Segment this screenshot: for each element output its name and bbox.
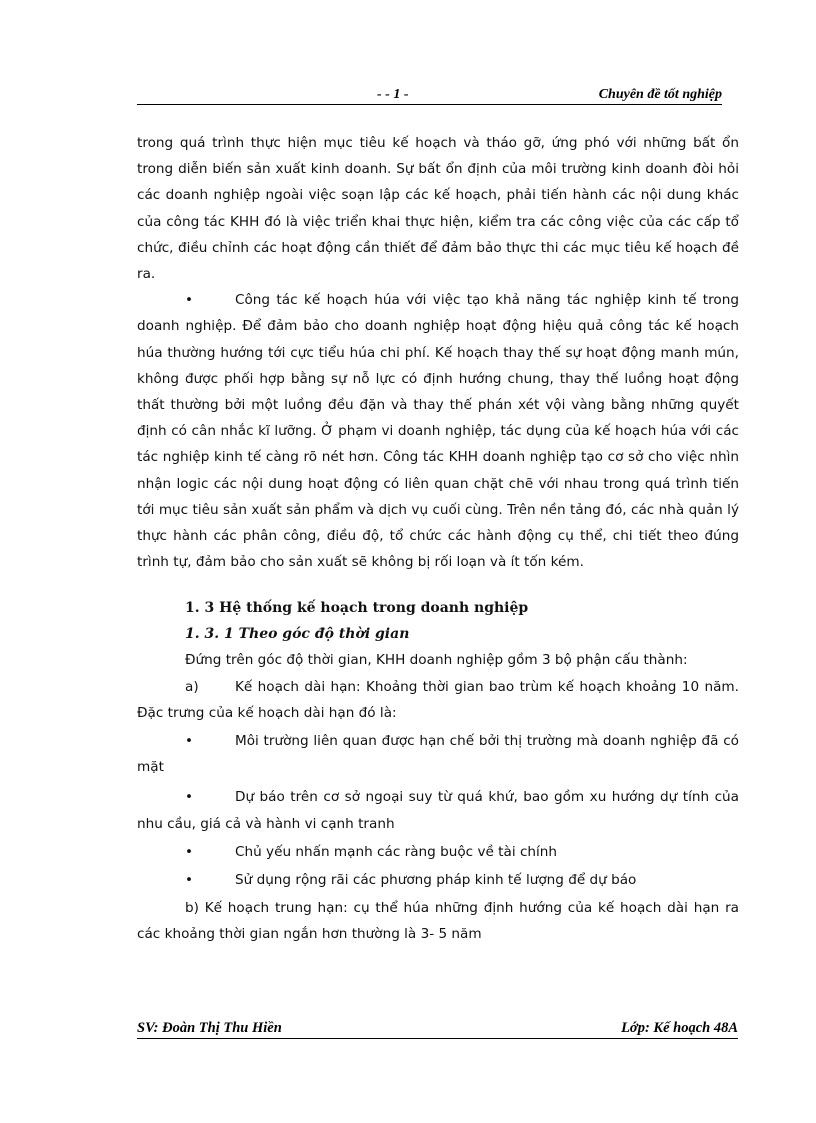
bullet-item-3-text: Chủ yếu nhấn mạnh các ràng buộc về tài chính	[235, 843, 558, 860]
bullet-marker: •	[185, 733, 194, 750]
list-item-a	[137, 674, 739, 726]
section-heading-1-3: 1. 3 Hệ thống kế hoạch trong doanh nghiệp	[185, 600, 529, 617]
footer-class-name: Lớp: Kế hoạch 48A	[621, 1020, 738, 1036]
bullet-item-2	[137, 784, 739, 836]
list-item-a-text: Kế hoạch dài hạn: Khoảng thời gian bao trùm kế hoạch khoảng 10 năm. Đặc trưng của kế hoạch dài hạn đó là:	[137, 678, 739, 721]
bullet-item-1-text: Môi trường liên quan được hạn chế bởi thị trường mà doanh nghiệp đã có mặt	[137, 733, 739, 776]
bullet-paragraph-2	[137, 287, 739, 575]
bullet-item-2-text: Dự báo trên cơ sở ngoại suy từ quá khứ, bao gồm xu hướng dự tính của nhu cầu, giá cả và hành vi cạnh tranh	[137, 789, 739, 832]
header-title: Chuyên đề tốt nghiệp	[598, 87, 722, 102]
spacer	[137, 575, 739, 595]
footer-student-name: SV: Đoàn Thị Thu Hiền	[137, 1020, 282, 1036]
bullet-paragraph-2-text: Công tác kế hoạch húa với việc tạo khả năng tác nghiệp kinh tế trong doanh nghiệp. Để đảm bảo cho doanh nghiệp hoạt động hiệu quả công tác kế hoạch húa thường hướng tới cực tiểu húa chi phí. Kế hoạch thay thế sự hoạt động manh mún, không được phối hợp bằng sự nỗ lực có định hướng chung, thay thế luồng hoạt động thất thường bởi một luồng đều đặn và thay thế phán xét vội vàng bằng những quyết định có cân nhắc kĩ lưỡng. Ở phạm vi doanh nghiệp, tác dụng của kế hoạch húa với các tác nghiệp kinh tế càng rõ nét hơn. Công tác KHH doanh nghiệp tạo cơ sở cho việc nhìn nhận logic các nội dung hoạt động có liên quan chặt chẽ với nhau trong quá trình tiến tới mục tiêu sản xuất sản phẩm và dịch vụ cuối cùng. Trên nền tảng đó, các nhà quản lý thực hành các phân công, điều độ, tổ chức các hành động cụ thể, chi tiết theo đúng trình tự, đảm bảo cho sản xuất sẽ không bị rối loạn và ít tốn kém.	[137, 292, 739, 571]
bullet-item-1	[137, 728, 739, 780]
list-item-b: b) Kế hoạch trung hạn: cụ thể húa những định hướng của kế hoạch dài hạn ra các khoảng thời gian ngắn hơn thường là 3- 5 năm	[137, 900, 739, 943]
page-footer	[137, 1020, 738, 1039]
list-marker-a: a)	[185, 678, 199, 695]
bullet-marker: •	[185, 843, 194, 860]
bullet-item-3	[137, 839, 739, 865]
paragraph-3: Đứng trên góc độ thời gian, KHH doanh nghiệp gồm 3 bộ phận cấu thành:	[185, 652, 688, 669]
bullet-marker: •	[185, 789, 194, 806]
bullet-item-4	[137, 867, 739, 893]
page-header	[137, 86, 722, 105]
bullet-marker: •	[185, 292, 194, 309]
page-number: - - 1 -	[377, 87, 409, 102]
bullet-item-4-text: Sử dụng rộng rãi các phương pháp kinh tế lượng để dự báo	[235, 872, 637, 889]
subsection-heading-1-3-1: 1. 3. 1 Theo góc độ thời gian	[185, 626, 410, 643]
bullet-marker: •	[185, 872, 194, 889]
paragraph-1: trong quá trình thực hiện mục tiêu kế hoạch và tháo gỡ, ứng phó với những bất ổn trong diễn biến sản xuất kinh doanh. Sự bất ổn định của môi trường kinh doanh đòi hỏi các doanh nghiệp ngoài việc soạn lập các kế hoạch, phải tiến hành các nội dung khác của công tác KHH đó là việc triển khai thực hiện, kiểm tra các công việc của các cấp tổ chức, điều chỉnh các hoạt động cần thiết để đảm bảo thực thi các mục tiêu kế hoạch đề ra.	[137, 135, 739, 283]
page-body	[137, 130, 739, 948]
